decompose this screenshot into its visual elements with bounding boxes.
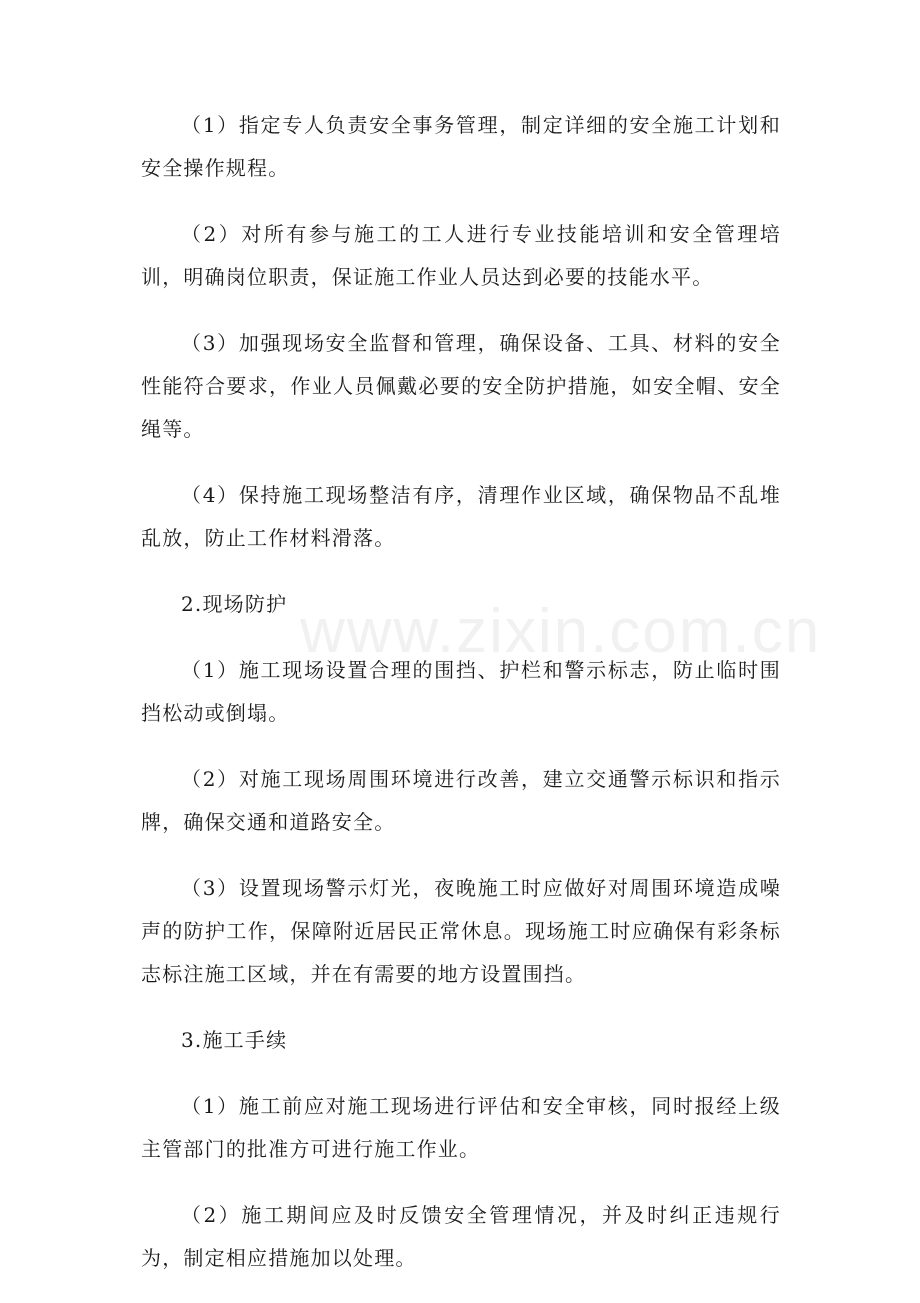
paragraph-protection-1: （1）施工现场设置合理的围挡、护栏和警示标志，防止临时围挡松动或倒塌。 [141, 658, 781, 725]
paragraph-safety-4: （4）保持施工现场整洁有序，清理作业区域，确保物品不乱堆乱放，防止工作材料滑落。 [141, 483, 781, 550]
paragraph-safety-1: （1）指定专人负责安全事务管理，制定详细的安全施工计划和安全操作规程。 [141, 113, 781, 180]
paragraph-protection-2: （2）对施工现场周围环境进行改善，建立交通警示标识和指示牌，确保交通和道路安全。 [141, 767, 781, 834]
paragraph-safety-2: （2）对所有参与施工的工人进行专业技能培训和安全管理培训，明确岗位职责，保证施工作业人员达到必要的技能水平。 [141, 222, 781, 289]
paragraph-protection-3: （3）设置现场警示灯光，夜晚施工时应做好对周围环境造成噪声的防护工作，保障附近居民正常休息。现场施工时应确保有彩条标志标注施工区域，并在有需要的地方设置围挡。 [141, 876, 781, 986]
section-heading-procedures: 3.施工手续 [181, 1028, 288, 1052]
paragraph-safety-3: （3）加强现场安全监督和管理，确保设备、工具、材料的安全性能符合要求，作业人员佩戴必要的安全防护措施，如安全帽、安全绳等。 [141, 331, 781, 441]
paragraph-procedures-1: （1）施工前应对施工现场进行评估和安全审核，同时报经上级主管部门的批准方可进行施工作业。 [141, 1094, 781, 1161]
watermark: www.zixin.com.cn [300, 597, 822, 666]
section-heading-site-protection: 2.现场防护 [181, 592, 288, 616]
document-body [141, 104, 781, 1303]
paragraph-procedures-2: （2）施工期间应及时反馈安全管理情况，并及时纠正违规行为，制定相应措施加以处理。 [141, 1203, 781, 1270]
